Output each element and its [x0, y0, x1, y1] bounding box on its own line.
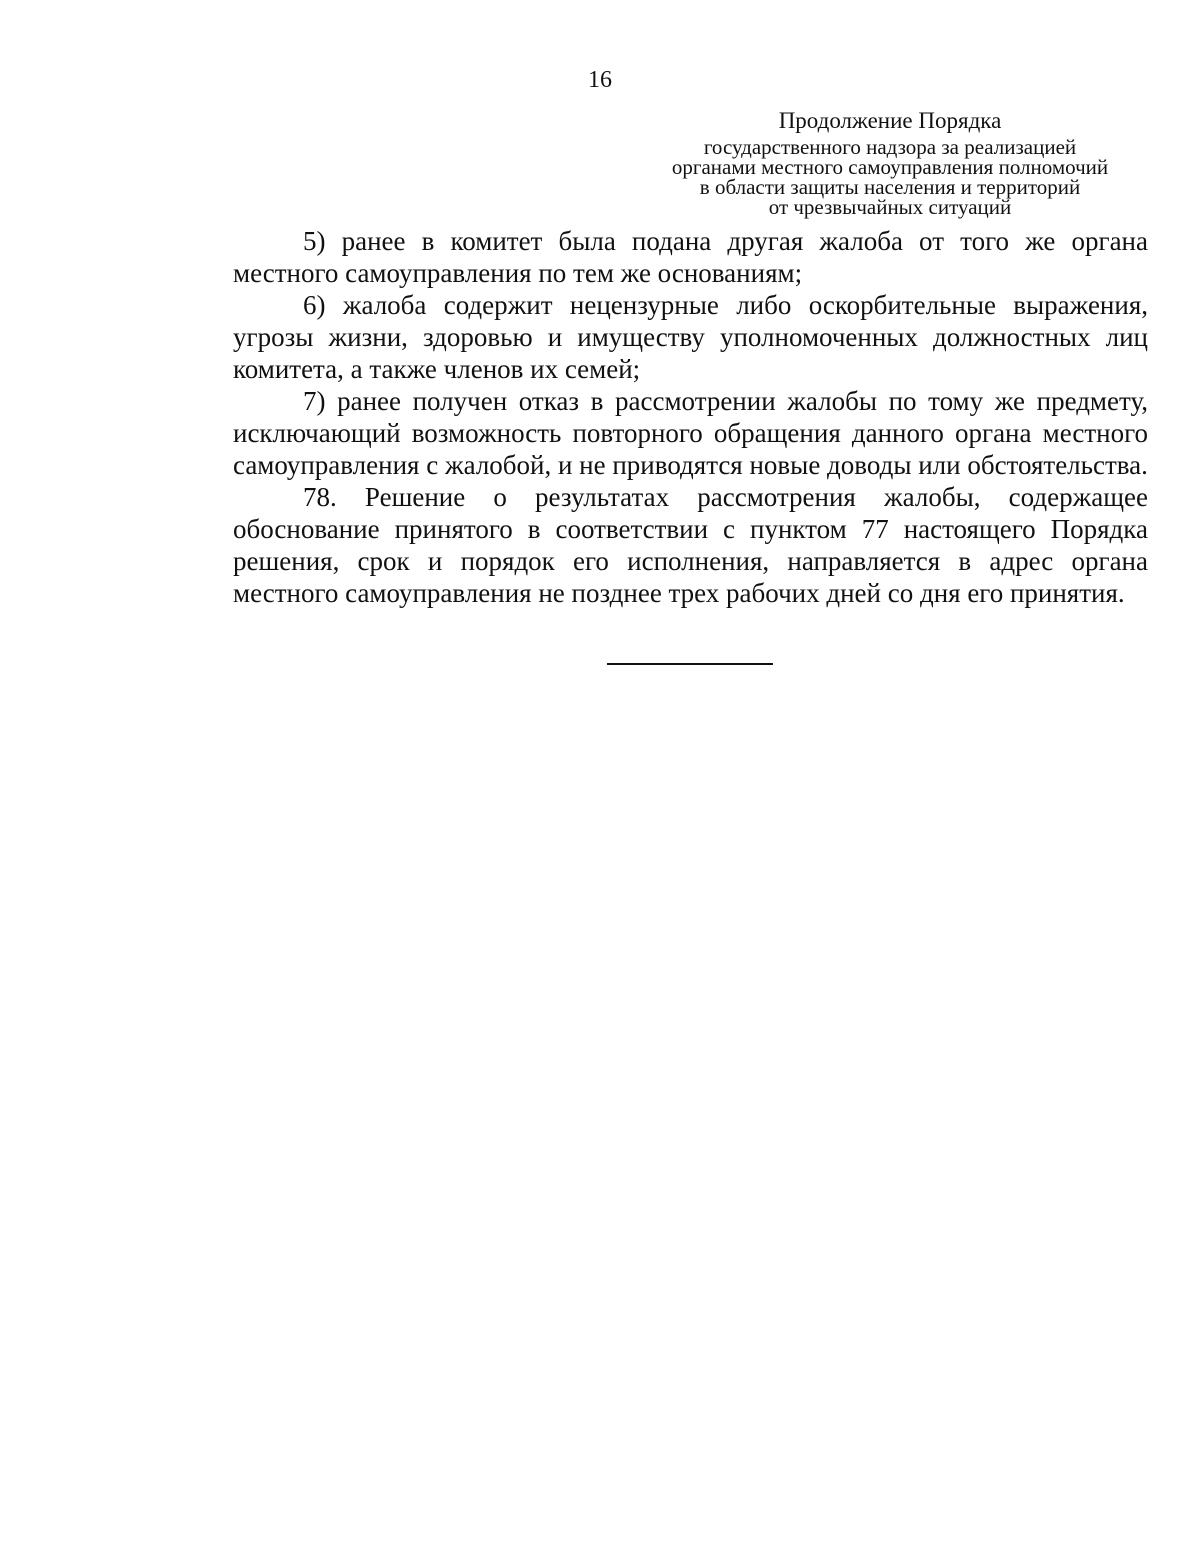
- paragraph-clause-78: 78. Решение о результатах рассмотрения жалобы, содержащее обоснование принятого в соответствии с пунктом 77 настоящего Порядка решения, срок и порядок его исполнения, направляется в адрес органа местного самоуправления не позднее трех рабочих дней со дня его принятия.: [233, 482, 1148, 608]
- header-title: Продолжение Порядка: [778, 108, 1002, 133]
- end-divider: [607, 663, 773, 665]
- header-subtitle-line: от чрезвычайных ситуаций: [768, 195, 1012, 219]
- header-subtitle-line: государственного надзора за реализацией: [703, 135, 1077, 159]
- paragraph-item-6: 6) жалоба содержит нецензурные либо оскорбительные выражения, угрозы жизни, здоровью и имуществу уполномоченных должностных лиц комитета, а также членов их семей;: [233, 290, 1148, 384]
- paragraph-item-5: 5) ранее в комитет была подана другая жалоба от того же органа местного самоуправления по тем же основаниям;: [233, 226, 1148, 288]
- header-subtitle-line: органами местного самоуправления полномочий: [671, 155, 1109, 179]
- header-subtitle-line: в области защиты населения и территорий: [699, 175, 1081, 199]
- paragraph-item-7: 7) ранее получен отказ в рассмотрении жалобы по тому же предмету, исключающий возможность повторного обращения данного органа местного самоуправления с жалобой, и не приводятся новые доводы или обстоятельства.: [233, 386, 1148, 480]
- page-number: 16: [588, 67, 612, 93]
- document-body: [233, 225, 1148, 609]
- header-subtitle: [630, 137, 1150, 217]
